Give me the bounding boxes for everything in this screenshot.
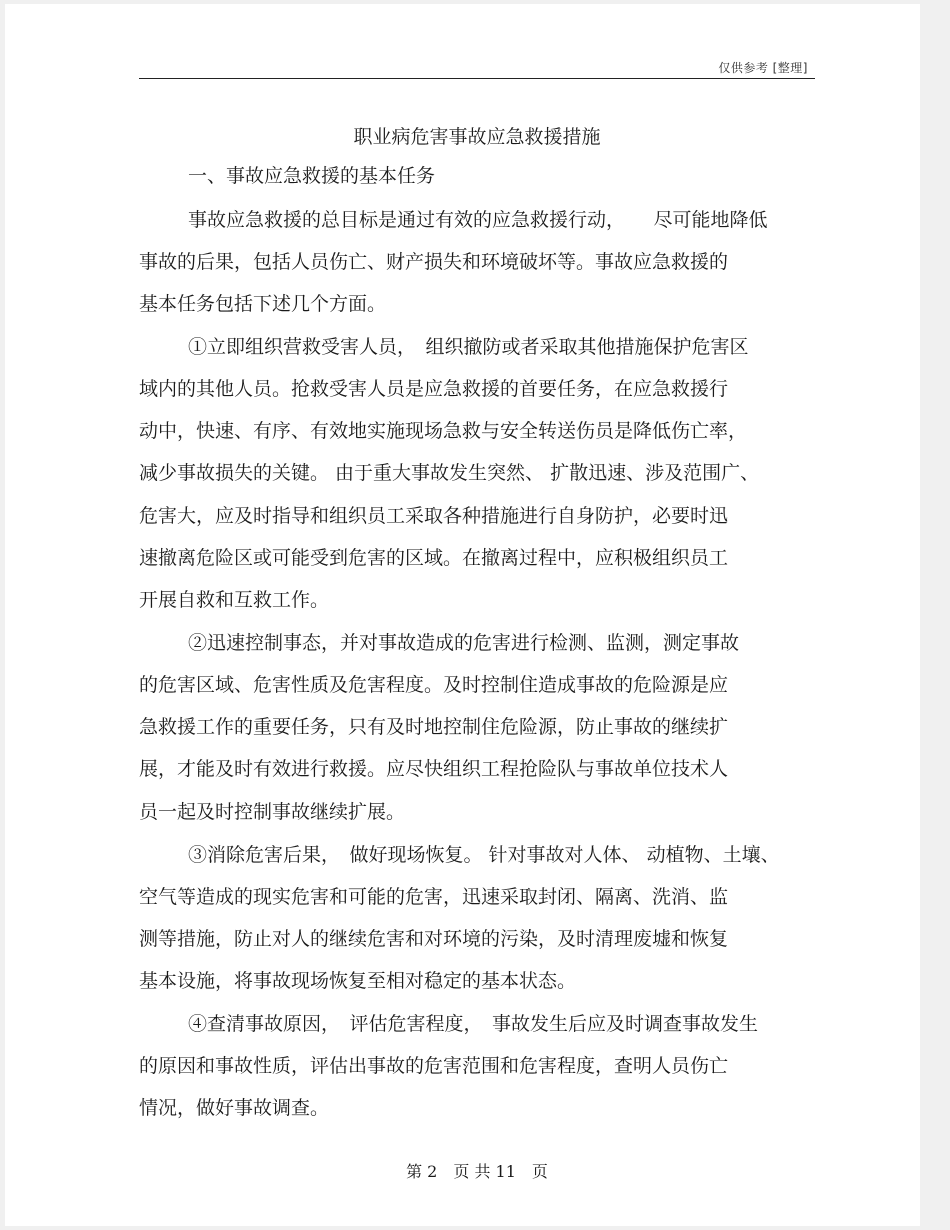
body-line: 基本任务包括下述几个方面。 [139,293,387,315]
body-line: ①立即组织营救受害人员， 组织撤防或者采取其他措施保护危害区 [188,336,749,358]
header-rule [139,78,815,79]
body-line: 开展自救和互救工作。 [139,589,330,611]
document-page [5,4,920,1226]
body-line: 域内的其他人员。抢救受害人员是应急救援的首要任务，在应急救援行 [139,378,729,400]
body-line: ③消除危害后果， 做好现场恢复。 针对事故对人体、 动植物、土壤、 [188,844,780,866]
body-line: 事故的后果，包括人员伤亡、财产损失和环境破坏等。事故应急救援的 [139,251,729,273]
body-line: 测等措施，防止对人的继续危害和对环境的污染，及时清理废墟和恢复 [139,928,729,950]
body-line: 的原因和事故性质，评估出事故的危害范围和危害程度，查明人员伤亡 [139,1055,729,1077]
body-line: 事故应急救援的总目标是通过有效的应急救援行动， 尽可能地降低 [188,209,768,231]
body-line: ②迅速控制事态，并对事故造成的危害进行检测、监测，测定事故 [188,632,740,654]
section-heading: 一、事故应急救援的基本任务 [188,165,436,187]
body-line: 急救援工作的重要任务，只有及时地控制住危险源，防止事故的继续扩 [139,716,729,738]
body-line: 动中，快速、有序、有效地实施现场急救与安全转送伤员是降低伤亡率， [139,420,748,442]
page-footer: 第 2 页 共 11 页 [406,1162,548,1181]
body-line: 危害大，应及时指导和组织员工采取各种措施进行自身防护，必要时迅 [139,505,729,527]
header-note: 仅供参考 [整理] [718,61,808,75]
document-title: 职业病危害事故应急救援措施 [353,126,601,148]
body-line: ④查清事故原因， 评估危害程度， 事故发生后应及时调查事故发生 [188,1013,759,1035]
body-line: 情况，做好事故调查。 [139,1097,330,1119]
body-line: 减少事故损失的关键。 由于重大事故发生突然、 扩散迅速、涉及范围广、 [139,462,760,484]
body-line: 员一起及时控制事故继续扩展。 [139,801,406,823]
body-line: 基本设施，将事故现场恢复至相对稳定的基本状态。 [139,970,577,992]
body-line: 展，才能及时有效进行救援。应尽快组织工程抢险队与事故单位技术人 [139,758,729,780]
body-line: 速撤离危险区或可能受到危害的区域。在撤离过程中，应积极组织员工 [139,547,729,569]
body-line: 空气等造成的现实危害和可能的危害，迅速采取封闭、隔离、洗消、监 [139,886,729,908]
body-line: 的危害区域、危害性质及危害程度。及时控制住造成事故的危险源是应 [139,674,729,696]
